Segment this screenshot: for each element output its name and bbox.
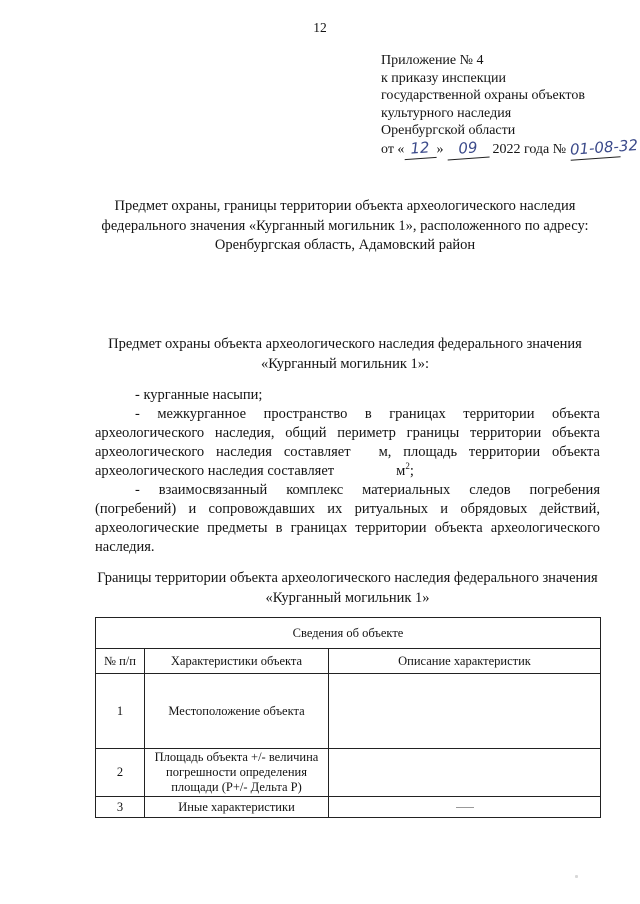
document-title: Предмет охраны, границы территории объекта археологического наследия федерального значения «Курганный могильник 1», расположенного по адресу: Оренбургская область, Адамовский район (101, 198, 589, 253)
order-date-line (381, 135, 639, 159)
table-row (96, 749, 601, 797)
perimeter-unit-text: м, площадь территории объекта археологического наследия составляет (95, 444, 600, 479)
row-number: 2 (96, 749, 145, 797)
empty-value-dash (456, 807, 474, 808)
row-characteristic: Площадь объекта +/- величина погрешности определения площади (Р+/- Дельта Р) (145, 749, 329, 797)
page-number: 12 (313, 20, 327, 35)
handwritten-month: 09 (446, 138, 489, 159)
handwritten-order-number: 01-08-32 (568, 135, 639, 159)
column-header-description: Описание характеристик (329, 649, 601, 674)
date-prefix: от « (381, 141, 405, 157)
protection-subject-heading: Предмет охраны объекта археологического наследия федерального значения «Курганный могильник 1»: (108, 336, 582, 372)
list-item-text: - межкурганное пространство в границах территории объекта археологического наследия, общий периметр границы территории объекта археологического наследия составляет (95, 406, 600, 460)
appendix-line: культурного наследия (381, 105, 512, 121)
list-item: - взаимосвязанный комплекс материальных следов погребения (погребений) и сопровождавших их ритуальных и обрядовых действий, археологические предметы в границах территории объекта археологического наследия. (95, 482, 600, 555)
area-unit: м (396, 463, 406, 479)
table-row (96, 797, 601, 818)
list-item-end: ; (409, 463, 414, 479)
appendix-block (381, 52, 639, 159)
appendix-line: Оренбургской области (381, 123, 516, 138)
appendix-line: к приказу инспекции (381, 70, 507, 86)
scan-speck (575, 875, 578, 878)
column-header-number: № п/п (96, 649, 145, 674)
row-description (329, 674, 601, 749)
row-number: 3 (96, 797, 145, 818)
handwritten-day: 12 (404, 138, 437, 159)
area-unit-superscript: 2 (405, 461, 410, 472)
table-caption-row (96, 618, 601, 649)
row-number: 1 (96, 674, 145, 749)
column-header-characteristic: Характеристики объекта (145, 649, 329, 674)
appendix-line: государственной охраны объектов (381, 88, 585, 103)
row-characteristic: Местоположение объекта (145, 674, 329, 749)
row-description (329, 749, 601, 797)
row-characteristic: Иные характеристики (145, 797, 329, 818)
appendix-line: Приложение № 4 (381, 53, 484, 68)
table-caption: Сведения об объекте (96, 618, 601, 649)
date-year: 2022 года № (492, 141, 567, 157)
table-row (96, 674, 601, 749)
date-mid: » (436, 141, 444, 157)
territory-bounds-heading: Границы территории объекта археологического наследия федерального значения «Курганный могильник 1» (97, 570, 598, 606)
table-header-row (96, 649, 601, 674)
object-info-table (95, 617, 601, 818)
list-item: - курганные насыпи; (135, 387, 263, 403)
list-item (95, 405, 600, 481)
protection-subject-list (95, 386, 600, 557)
row-description (329, 797, 601, 818)
